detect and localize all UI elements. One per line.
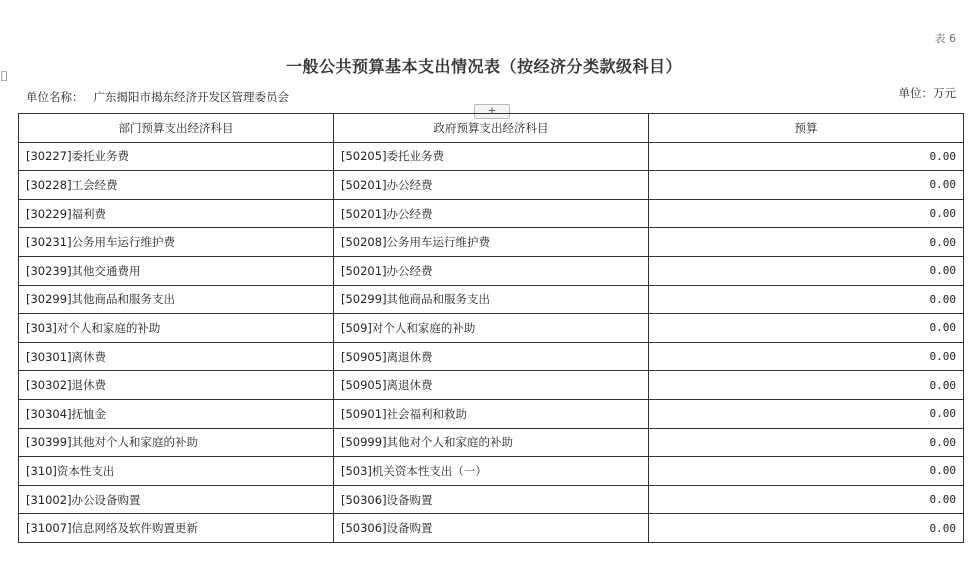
dept-subject-cell[interactable]: [30302]退休费 xyxy=(19,371,334,400)
gov-subject-cell[interactable]: [50201]办公经费 xyxy=(334,171,649,200)
unit-name-label: 单位名称： xyxy=(26,90,84,104)
gov-subject-cell[interactable]: [50999]其他对个人和家庭的补助 xyxy=(334,428,649,457)
table-row xyxy=(19,457,964,486)
gov-subject-cell[interactable]: [50201]办公经费 xyxy=(334,199,649,228)
dept-subject-cell[interactable]: [30299]其他商品和服务支出 xyxy=(19,285,334,314)
header-gov-subject: 政府预算支出经济科目 xyxy=(334,114,649,143)
gov-subject-cell[interactable]: [50205]委托业务费 xyxy=(334,142,649,171)
budget-amount-cell[interactable]: 0.00 xyxy=(649,228,964,257)
gov-subject-cell[interactable]: [50306]设备购置 xyxy=(334,514,649,543)
dept-subject-cell[interactable]: [30227]委托业务费 xyxy=(19,142,334,171)
dept-subject-cell[interactable]: [31007]信息网络及软件购置更新 xyxy=(19,514,334,543)
gov-subject-cell[interactable]: [50905]离退休费 xyxy=(334,371,649,400)
table-number: 表 6 xyxy=(934,32,956,45)
budget-amount-cell[interactable]: 0.00 xyxy=(649,428,964,457)
table-header-row xyxy=(19,114,964,143)
dept-subject-cell[interactable]: [30304]抚恤金 xyxy=(19,399,334,428)
budget-amount-cell[interactable]: 0.00 xyxy=(649,371,964,400)
gov-subject-cell[interactable]: [50201]办公经费 xyxy=(334,256,649,285)
header-dept-subject: 部门预算支出经济科目 xyxy=(19,114,334,143)
budget-amount-cell[interactable]: 0.00 xyxy=(649,399,964,428)
table-row xyxy=(19,171,964,200)
budget-amount-cell[interactable]: 0.00 xyxy=(649,285,964,314)
dept-subject-cell[interactable]: [30301]离休费 xyxy=(19,342,334,371)
table-row xyxy=(19,399,964,428)
gov-subject-cell[interactable]: [50299]其他商品和服务支出 xyxy=(334,285,649,314)
budget-amount-cell[interactable]: 0.00 xyxy=(649,199,964,228)
table-row xyxy=(19,514,964,543)
budget-table xyxy=(18,113,964,543)
gov-subject-cell[interactable]: [50208]公务用车运行维护费 xyxy=(334,228,649,257)
gov-subject-cell[interactable]: [509]对个人和家庭的补助 xyxy=(334,314,649,343)
budget-amount-cell[interactable]: 0.00 xyxy=(649,314,964,343)
gov-subject-cell[interactable]: [503]机关资本性支出（一） xyxy=(334,457,649,486)
table-row xyxy=(19,371,964,400)
unit-name-line xyxy=(26,89,289,105)
dept-subject-cell[interactable]: [30228]工会经费 xyxy=(19,171,334,200)
budget-amount-cell[interactable]: 0.00 xyxy=(649,256,964,285)
budget-amount-cell[interactable]: 0.00 xyxy=(649,342,964,371)
budget-amount-cell[interactable]: 0.00 xyxy=(649,457,964,486)
dept-subject-cell[interactable]: [31002]办公设备购置 xyxy=(19,485,334,514)
page-title: 一般公共预算基本支出情况表（按经济分类款级科目） xyxy=(285,57,682,76)
table-row xyxy=(19,342,964,371)
table-row xyxy=(19,428,964,457)
dept-subject-cell[interactable]: [30229]福利费 xyxy=(19,199,334,228)
gov-subject-cell[interactable]: [50306]设备购置 xyxy=(334,485,649,514)
dept-subject-cell[interactable]: [30239]其他交通费用 xyxy=(19,256,334,285)
unit-name-value: 广东揭阳市揭东经济开发区管理委员会 xyxy=(93,90,289,104)
dept-subject-cell[interactable]: [30231]公务用车运行维护费 xyxy=(19,228,334,257)
table-row xyxy=(19,142,964,171)
dept-subject-cell[interactable]: [310]资本性支出 xyxy=(19,457,334,486)
gov-subject-cell[interactable]: [50905]离退休费 xyxy=(334,342,649,371)
budget-amount-cell[interactable]: 0.00 xyxy=(649,142,964,171)
table-row xyxy=(19,256,964,285)
budget-amount-cell[interactable]: 0.00 xyxy=(649,171,964,200)
budget-amount-cell[interactable]: 0.00 xyxy=(649,514,964,543)
table-row xyxy=(19,485,964,514)
table-row xyxy=(19,314,964,343)
budget-amount-cell[interactable]: 0.00 xyxy=(649,485,964,514)
add-column-button[interactable]: + xyxy=(474,104,510,119)
table-row xyxy=(19,228,964,257)
table-row xyxy=(19,285,964,314)
table-row xyxy=(19,199,964,228)
dept-subject-cell[interactable]: [30399]其他对个人和家庭的补助 xyxy=(19,428,334,457)
dept-subject-cell[interactable]: [303]对个人和家庭的补助 xyxy=(19,314,334,343)
table-move-handle-icon[interactable]: ⌷ xyxy=(0,69,9,85)
header-budget: 预算 xyxy=(649,114,964,143)
gov-subject-cell[interactable]: [50901]社会福利和救助 xyxy=(334,399,649,428)
unit-label: 单位：万元 xyxy=(898,86,956,100)
